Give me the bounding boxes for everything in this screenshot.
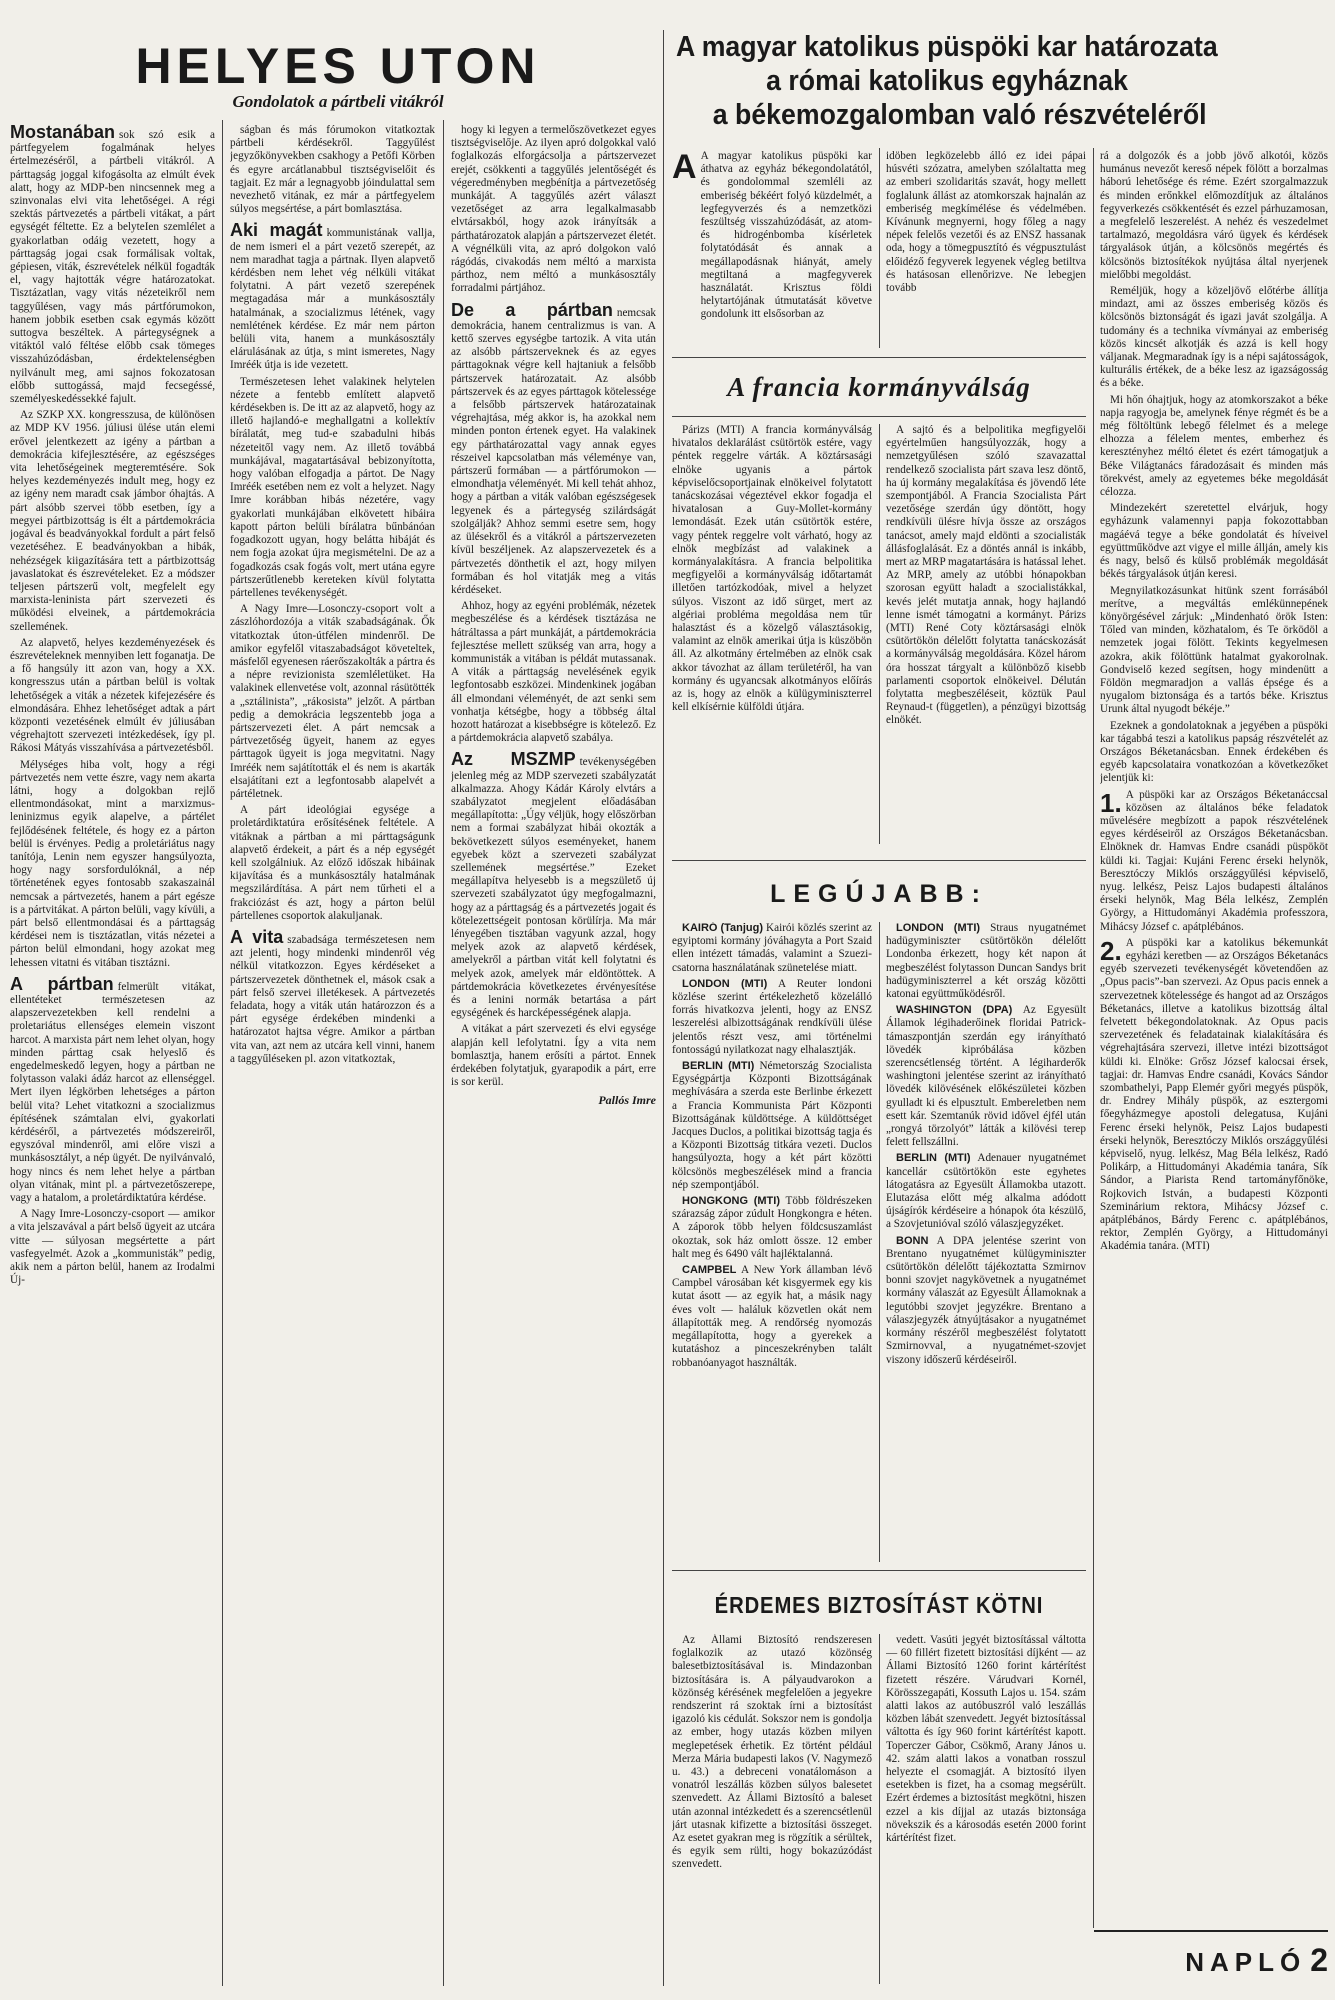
erdemes-column-1 (672, 1634, 872, 1986)
erdemes-title: ÉRDEMES BIZTOSÍTÁST KÖTNI (714, 1592, 1044, 1618)
article-column-2 (230, 124, 435, 1986)
article-paragraph: sok szó esik a pártfegyelem fogalmának helyes értelmezéséről, a pártbeli vitákról. A párttagság joggal kifogásolta az elmúlt évek alatt, hogy az MDP-ben nincsennek meg a szinvonalas elvi vita lehetőségei. A régi szektás pártvezetés a pártbeli vitákat, a párt egységét féltette. Ez a belyteIen szemlélet a gyakorlatban odáig vezetett, hogy a párttagság jogai csak formálisak voltak, gépiesen, viták, észrevételek nélkül fogadták el, vagy hajtották végre határozatokat. Tisztázatlan, vagy vitás nézeteikről nem taggyűlésen, vagy más pártfórumokon, hanem jobbik esetben csak egymás között suttogva beszéltek. A pártegységnek a vitáktól való féltése előbb csak tömeges visszahúzódásban, érdektelenségben nyilvánult meg, ami sajnos fokozatosan előbb suttogássá, majd fecsegéssé, személyeskedéssekké fajult. (10, 129, 215, 406)
news-item: LONDON (MTI) Straus nyugatnémet hadügyminiszter csütörtökön délelőtt Londonba érkezett, hogy két napon át megbeszélést folytasson Duncan Sandys brit hadügyminiszterrel a két ország közötti katonai együttműködésről. (886, 922, 1086, 1001)
news-item: CAMPBEL A New York államban lévő Campbel városában két kisgyermek egy kis kutat ásott — az egyik hat, a másik nagy éves volt — haláluk közvetlen okát nem állapították meg. A rendőrség nyomozás megállapította, hogy a gyerekek a kutatáshoz a pinceszekrényben talált robbanóanyagot használták. (672, 1264, 872, 1369)
point-text: A püspöki kar a katolikus békemunkát egyházi keretben — az Országos Béketanács egyéb szervezeti tevékenységét követendően az „Opus pacis”-ban szervezi. Az Opus pacis ennek a szervezetnek kötelessége és hangot ad az Országos Béketanács, illetve a katolikus bizottság által felvetett békegondolatoknak. Az Opus pacis szervezetének és feladatainak kialakítására és végrehajtására szervezi, illetve intézi bizottságot küldi ki. Elnöke: Grősz József kalocsai érsek, tagjai: dr. Hamvas Endre csanádi, Kovács Sándor szombathelyi, Papp Elemér győri megyés püspök, dr. Endrey Mihály püspök, az esztergomi főegyházmegye apostoli delegatusa, Kujáni Ferenc érseki helynök, Peisz Lajos budapesti érseki helynök, Beresztóczy Miklós országgyűlési képviselő, nyug. lelkész, Mag Béla lelkész, Radó Polikárp, a Hittudományi Akadémia tanára, Sík Sándor, a Piarista Rend tartományfőnöke, Rojkovich István, a budapesti Központi Szeminárium rektora, Mihácsy József c. apátplébános, Bárdy Ferenc c. apátplébános, rektor, Zemplén György, a Hittudományi Akadémia tanára. (MTI) (1100, 936, 1328, 1253)
headline-line: A magyar katolikus püspöki kar határozata (676, 31, 1218, 63)
article-paragraph: kommunistának vallja, de nem ismeri el a párt vezető szerepét, az nem maradhat tagja a pártnak. Ilyen alapvető kérdésben nem lehet vég nélküli vitákat folytatni. A párt vezető szerepének megtagadása már a munkásosztály hatalmának, a szocializmus létének, vagy nemlétének kérdése. Ez már nem párton belüli vita, hanem a munkásosztály elárulásának az útja, s mint ismeretes, Nagy Imréék útja is ide vezetett. (230, 227, 435, 372)
catholic-column-b (886, 150, 1086, 350)
headline-line: a római katolikus egyháznak (766, 65, 1128, 97)
point-number: 1. (1100, 788, 1122, 818)
article-paragraph: A Nagy Imre-Losonczy-csoport — amikor a vita jelszavával a párt belső ügyeit az utcára vitte — súlyosan megsértette a párt vasfegyelmét. Azok a „kommunisták” pedig, akik nem a párton belül, hanem az Irodalmi Új- (10, 1208, 215, 1287)
section-lead: Mostanában (10, 122, 116, 142)
section-lead: Az MSZMP (451, 749, 576, 770)
column-divider (443, 120, 444, 1986)
section-lead: De a pártban (451, 299, 613, 320)
news-item: BONN A DPA jelentése szerint von Brentano nyugatnémet külügyminiszter csütörtökön délelőtt tájékoztatta Szmirnov bonni szovjet nagykövetnek a nyugatnémet kormány válaszát az Egyesült Államoknak a legutóbbi szovjet jegyzékre. Brentano a válaszjegyzék átnyújtásakor a nyugatnémet kormány részéről megbeszélést folytatott Szmirnovval, a nyugatnémet-szovjet viszony időszerű kérdéseiről. (886, 1234, 1086, 1366)
column-divider (879, 148, 880, 348)
article-paragraph: Az SZKP XX. kongresszusa, de különösen az MDP KV 1956. júliusi ülése után elemi erővel jelentkezett az igény a pártban a demokrácia kifejlesztésére, az egészséges vita lehetőségeinek megteremtésére. Sok helyes kezdeményezés indult meg, hogy ez az igény nem maradt csak jámbor óhajtás. A párt alsóbb szervei több esetben, így a megyei pártbizottság is élt a pártdemokrácia jogával és beadványokkal fordult a párt felső vezetéséhez. E beadványokban a hibák, nehézségek kiigazítására tett a pártbizottság javaslatokat és észrevételeket. Ez a módszer teljesen pártszerű volt, megfelelt egy marxista-leninista párt szervezeti és működési elveinek, a pártdemokrácia szellemének. (10, 409, 215, 633)
page-number: 2 (1310, 1942, 1328, 1978)
page-title: HELYES UTON (135, 38, 541, 94)
page-subtitle: Gondolatok a pártbeli vitákról (232, 92, 444, 111)
column-divider (879, 424, 880, 844)
article-paragraph: Megnyilatkozásunkat hitünk szent forrásából merítve, a megváltás emlékünnepének könyörgésével zárjuk: „Mindenható örök Isten: Tőled van minden, közhatalom, és Te örködöl a nemzetek jogai fölött. Tekints kegyelmesen azokra, akik fölöttünk hatalmat gyakorolnak. Gondviselő kezed segítsen, hogy mindenütt a Földön megmaradjon a vallás épsége és a nyugalom biztonsága és a tartós béke. Krisztus Urunk által nyugodt békéje.” (1100, 584, 1328, 716)
article-paragraph: A vitákat a párt szervezeti és elvi egysége alapján kell lefolytatni. Így a vita nem bomlasztja, hanem erősíti a pártot. Ennek érdekében folytatjuk, gyarapodik a párt, erre is sor kerül. (451, 1023, 656, 1089)
article-paragraph: Ahhoz, hogy az egyéni problémák, nézetek megbeszélése és a kérdések tisztázása ne hátráltassa a párt munkáját, a pártdemokrácia fejlesztése mellett szükség van arra, hogy a kommunisták a vitában is példát mutassanak. A viták a párttagság nevelésének egyik legfontosabb eszközei. Mindenkinek jogában áll elmondani véleményét, de azt senki sem vonhatja kétségbe, hogy a többség által hozott határozat a kisebbségre is kötelező. Ez a pártdemokrácia alapvető szabálya. (451, 600, 656, 745)
news-item: HONGKONG (MTI) Több földrészeken szárazság zápor zúdult Hongkongra e héten. A záporok több helyen földcsuszamlást okoztak, sok ház omlott össze. 12 ember halt meg és 6490 vált hajléktalanná. (672, 1195, 872, 1260)
legujabb-title: LEGÚJABB: (770, 880, 988, 908)
legujabb-heading (672, 880, 1086, 909)
section-rule (672, 357, 1086, 358)
newspaper-name: NAPLÓ (1185, 1947, 1307, 1977)
article-paragraph: tevékenységében jelenleg még az MDP szervezeti szabályzatát alkalmazza. Ahogy Kádár Károly elvtárs a szabályzatot megjelent előadásában megállapította: „Úgy véljük, hogy előszörban nem a formai szabályzat hibái okozták a bekövetkezett súlyos eseményeket, hanem egyebek közt a szervezeti szabályzat szellemének megsértése.” Ezeket megállapítva helyesebb is a megszülető új szervezeti szabályzatot úgy megfogalmazni, hogy az a párttagság és a pártvezetés jogait és kötelezettségeit pontosan körülírja. Ma már lényegében tisztában vagyunk azzal, hogy melyek azok az alapvető kérdések, amelyekről a pártban vitát kell folytatni és melyek azok, amelyek már eldöntöttek. A pártdemokrácia következetes érvényesítése és a lenini normák betartása a párt egységének és harcképességének alapja. (451, 756, 656, 1020)
column-divider (879, 1634, 880, 1984)
catholic-column-c (1100, 150, 1328, 1920)
article-paragraph: Természetesen lehet valakinek helytelen nézete a fentebb említett alapvető kérdésekben is. De itt az az alapvető, hogy az illető hajlandó-e meghallgatni a kollektív bírálatát, meg tud-e szabadulni hibás nézeteitől vagy nem. Az illető továbbá munkájával, magatartásával bebizonyította, hogy valóban elfogadja a pártot. De Nagy Imréék esetében nem ez volt a helyzet. Nagy Imre korábban hibás nézetére, vagy gyakorlati munkájában elkövetett hibáira kapott párton belüli bírálatra bűnbánóan fogadkozott ugyan, hogy belátta hibáját és nem fogja azokat újra megismételni. De az a fogadkozás csak fogás volt, mert utána egyre pártszerűtlenebb kereteken kívül folytatta pártellenes tevékenységét. (230, 375, 435, 599)
francia-column-2 (886, 424, 1086, 844)
article-paragraph: Az alapvető, helyes kezdeményezések és észrevételeknek mennyiben lett foganatja. De a fő hangsúly itt azon van, hogy a XX. kongresszus után a pártban belül is voltak lehetőségek a viták a nézetek kifejezésére és elmondására. Ehhez lehetőséget adtak a párt központi vezetésének elmúlt év júliusában végrehajtott szervezeti intézkedések, így pl. Rákosi Mátyás visszahívása a pártvezetésből. (10, 636, 215, 755)
article-column-3 (451, 124, 656, 1986)
news-item: BERLIN (MTI) Németország Szocialista Egységpártja Központi Bizottságának meghívására a szerda este Berlinbe érkezett a Francia Kommunista Párt Központi Bizottságának küldöttsége. A küldöttséget Jacques Duclos, a politikai bizottság tagja és a Központi Bizottság titkára vezeti. Duclos hangsúlyozta, hogy a két párt közötti kölcsönös megbeszélések mind a francia nép szempontjából. (672, 1060, 872, 1191)
column-divider (222, 120, 223, 1986)
catholic-column-a (672, 150, 872, 350)
article-paragraph: Reméljük, hogy a közeljövő előtérbe állítja mindazt, ami az összes emberiség közös és kölcsönös biztonságát és igazi javát szolgálja. A tudomány és a technika vívmányai az emberiség közös kincsét alkotják és azzá is kell hogy váljanak. Megmaradnak így is a népi sajátosságok, kulturális értékek, de a béke lesz az igazságosság és a béke. (1100, 285, 1328, 390)
author-signature: Pallós Imre (598, 1093, 656, 1108)
article-paragraph: hogy ki legyen a termelőszövetkezet egyes tisztségviselője. Az ilyen apró dolgokkal való foglalkozás elforgácsolja a pártszervezet erejét, csökkenti a taggyűlés jelentőségét és végeredményben megbénítja a pártvezetőség munkáját. A taggyűlés azért választ vezetőséget az arra legalkalmasabb elvtársakból, hogy azok irányítsák a párthatározatok alapján a pártszervezet életét. A végnélküli vita, az apró dolgokon való rágódás, civakodás nem méltó a marxista párthoz, nem méltó a munkásosztály forradalmi pártjához. (451, 124, 656, 295)
article-paragraph: A Nagy Imre—Losonczy-csoport volt a zászlóhordozója a viták szabadságának. Ők vitatkoztak úton-útfélen mindenről. De amikor egyfelől vitaszabadságot követeltek, másfelől egyenesen ráerőszakolták a pártra és a népre revizionista szemléletüket. Ha valakinek ellenvetése volt, azonnal rásütötték a „sztálinista”, „rákosista” jelzőt. A pártban pedig a demokrácia legszentebb joga a pártszervezeti élet. A párt nemcsak a pártvezetőség ügyeit, hanem az egyes párttagok ügyeit is joga megvitatni. Nagy Imréék nem sajátították el és nem is akarták elsajátítani ezt a legfontosabb alapelvét a pártéletnek. (230, 603, 435, 800)
section-lead: A pártban (10, 973, 114, 994)
column-divider (879, 922, 880, 1562)
section-lead: Aki magát (230, 220, 323, 241)
article-paragraph: A magyar katolikus püspöki kar áthatva az egyház békegondolatától, és gondolommal szemléli az emberiség békéért folyó küzdelmét, a legfegyverzés és a nemzetközi feszültség visszahúzódását, az atom- és hidrogénbomba kísérletek folytatódását és annak a megállapodásnak hiányát, amely megtiltaná a magfegyverek használatát. Krisztus földi helytartójának útmutatását követve gondolunk itt elsősorban az (700, 150, 872, 321)
point-text: A püspöki kar az Országos Béketanáccsal közösen az általános béke feladatok művelésére megbízott a papok részvételének egyes kérdéseiről az Országos Béketanácsban. Elnöknek dr. Hamvas Endre csanádi püspököt küldi ki. Tagjai: Kujáni Ferenc érseki helynök, Beresztóczy Miklós országgyűlési képviselő, nyug. lelkész, Peisz Lajos budapesti általános érseki helynök, Mag Béla lelkész, Zemplén György, a Hittudományi Akadémia professzora, Mihácsy József c. apátplébános. (1100, 788, 1328, 933)
news-item: LONDON (MTI) A Reuter londoni közlése szerint értékelezhető közelálló forrás hivatkozva jelenti, hogy az ENSZ leszerelési albizottságának rendkívüli ülése jelentős részt vesz, ami történelmi fontosságú nyilatkozat nagy elhalasztják. (672, 977, 872, 1056)
page-footer (1112, 1942, 1328, 1979)
article-paragraph: Mi hőn óhajtjuk, hogy az atomkorszakot a béke napja ragyogja be, amelynek fénye régmét és be a még föltöltünk lebegő félelmet és a melege elhozza a félelem mentes, emberhez és keresztényhez méltó életet és ezért támogatjuk a Béke Világtanács fáradozásait és minden más törekvést, amely az egyetemes béke megoldását célozza. (1100, 393, 1328, 499)
headline-line: a békemozgalomban való részvételéről (712, 99, 1207, 131)
article-paragraph: A sajtó és a belpolitika megfigyelői egyértelműen hangsúlyozzák, hogy a nemzetgyűlésen szóló szavazattal rendelkező szocialista párt szava lesz döntő, ha új kormány megalakítása és jövendő léte szempontjából. A Francia Szocialista Párt vezetősége szerdán úgy döntött, hogy rendkívüli ülésre hívja össze az országos tanácsot, amely majd eldönti a szocialisták állásfoglalását. Ez a döntés annál is inkább, mert az MRP magatartására is hatással lehet. Az MRP, amely az utóbbi hónapokban szorosan együtt haladt a szocialistákkal, kevés jelét mutatja annak, hogy hajlandó lenne ismét támogatni a kormányt. Párizs (MTI) René Coty köztársasági elnök csütörtökön délelőtt folytatta tanácskozását a kormányválság megoldására. Közel három óra hosszat tárgyalt a különböző kisebb parlamenti csoportok elnökeivel. Délután folytatta megbeszéléseit, köztük Paul Reynaud-t (független), a pénzügyi bizottság elnökét. (886, 424, 1086, 727)
article-paragraph: szabadsága természetesen nem azt jelenti, hogy mindenki mindenről vég nélkül vitatkozzon. Egyes kérdéseket a pártszervezetek dönthetnek el, mások csak a párt felső szervei illetékesek. A pártvezetés feladata, hogy a viták után határozzon és a párt egysége érdekében mindenki a határozatot hajtsa végre. Amikor a pártban vita van, azt nem az utcára kell vinni, hanem a taggyűléseken pl. azon vitatkoztak, (230, 933, 435, 1065)
article-paragraph: felmerült vitákat, ellentéteket természetesen az alapszervezetekben kell rendelni a proletariátus ellenséges elemein viszont harcot. A marxista párt nem lehet olyan, hogy minden párttag csak helyeslő és engedelmeskedő legyen, hogy a pártban ne folytasson valaki ádáz harcot az ellenséggel. Mert ilyen légkörben lehetséges a párton belül vita? Lehet vitatkozni a szocializmus építésének számtalan elvi, gyakorlati kérdéséről, a pártvezetés módszereiről, egyszóval mindenről, ami előre viszi a munkásosztályt, a nép ügyét. De nyilvánvaló, hogy nincs és nem lehet helye a pártban olyan vitának, mint pl. a pártvezetőszerepe, vagy a hatalom, a proletárdiktatúra kérdése. (10, 980, 215, 1205)
francia-column-1 (672, 424, 872, 844)
news-column-left (672, 922, 872, 1562)
article-paragraph: Az Állami Biztosító rendszeresen foglalkozik az utazó közönség balesetbiztosításával is. Mindazonban biztosítására is. A pályaudvarokon a közönség kérésének megfelelően a jegyekre rendszerint rá szoktak írni a biztosítást igazoló kis cédulát. Sokszor nem is gondolja az ember, hogy utazás közben milyen meglepetések érhetik. Ez történt például Merza Mária budapesti lakos (V. Nagymező u. 43.) a debreceni vonatálomáson a vonatról leszállás közben súlyos balesetet szenvedett. Az Állami Biztosító a baleset után azonnal intézkedett és a szerencsétlenül járt utasnak kifizette a biztosítási összeget. Az esetet gyakran meg is rögzítik a sérültek, és egyik sem rülti, hogy bokazúzódást szenvedett. (672, 1634, 872, 1871)
section-rule (672, 416, 1086, 417)
article-paragraph: A párt ideológiai egysége a proletárdiktatúra erősítésének feltétele. A vitáknak a pártban a mi párttagságunk alapvető érdekeit, a párt és a nép egységét kell szolgálniuk. Az előző időszak hibáinak kijavítása és a munkásosztály hatalmának megszilárdítása. A párt nem tűrheti el a frakciózást és azt, hogy a párton belül pártellenes csoportok alakuljanak. (230, 804, 435, 922)
article-paragraph: Mélységes hiba volt, hogy a régi pártvezetés nem vette észre, vagy nem akarta látni, hogy a dolgokban rejlő ellentmondásokat, mint a marxizmus-leninizmus egyik alapelve, a pártélet fejlődésének feltétele, és hogy ez a párton belül is érvényes. Pedig a proletáriátus nagy tanítója, Lenin nem egyszer hangsúlyozta, hogy nagy sorsfordulóknál, a nép történetének egyes fontosabb szakaszainál nemcsak a pártvezetés, hanem a párt egésze is a pártvitákat. A párton belüli, vagy kívüli, a párt belső ellentmondásai és a párttagság kérdései nem is tisztázatlan, vitás nézetei a párton belül elmondani, hogy azokat meg lehessen vitatni és vitában tisztázni. (10, 758, 215, 969)
news-item: KAIRÓ (Tanjug) Kairói közlés szerint az egyiptomi kormány jóváhagyta a Port Szaid ellen intézett támadás, valamint a Szuezi-csatorna használatának szünetelése miatt. (672, 922, 872, 974)
catholic-headline (676, 30, 1326, 132)
article-paragraph: idöben legközelebb álló ez idei pápai húsvéti szózatra, amelyben szólaltatta meg az emberi szolidaritás szavát, hogy mellett foglalunk állást az atomkorszak hajnalán az emberiség megkímélése és védelmében. Kívánunk megnyerni, hogy főleg a nagy népek felelős vezetői és az ENSZ hassanak oda, hogy a tömegpusztító és végpusztulást előidéző fegyverek legyenek végleg betiltva és hatásosan ellenőrizve. Ne lebegjen tovább (886, 150, 1086, 295)
article-paragraph: nemcsak demokrácia, hanem centralizmus is van. A kettő szerves egységbe tartozik. A vita után az alsóbb pártszerveknek és az egyes párttagoknak végre kell hajtaniuk a felsőbb pártszervek határozatait. Az alsóbb pártszervek és az egyes párttagok kötelessége a felsőbb pártszervek határozatainak végrehajtása, még akkor is, ha azokkal nem minden ponton értenek egyet. Ha valakinek egy párthatározattal vagy annak egyes részeivel kapcsolatban más véleménye van, pártszerű formában — a pártfórumokon — elmondhatja véleményét. Mi kell tehát ahhoz, hogy a pártban a viták valóban egészségesek legyenek és a pártegység szilárdságát szolgálják? Ahhoz semmi esetre sem, hogy az ülésekről és a vitákról a pártszervezeten kívül beszéljenek. Az alapszervezetek és a pártvezetés dönthetik el azt, hogy milyen formában és hol vitatják meg a vitás kérdéseket. (451, 306, 656, 596)
section-rule (672, 1570, 1086, 1571)
section-divider (663, 30, 664, 1986)
news-item: WASHINGTON (DPA) Az Egyesült Államok légihaderőinek floridai Patrick-támaszpontján szerdán egy irányítható lövedék kipróbálása közben szerencsétlenség történt. A légiharderők washingtoni jelentése szerint az irányítható lövedék kilövésének előkészületei közben gyulladt ki és elpusztult. Embereletben nem esett kár. Szemtanúk rövid idővel éjfél után „rongyá törzolyót” látták a kilövési terep felett fellszállni. (886, 1004, 1086, 1149)
section-rule (672, 860, 1086, 861)
section-lead: A vita (230, 926, 284, 947)
point-number: 2. (1100, 936, 1122, 966)
article-paragraph: Párizs (MTI) A francia kormányválság hivatalos deklarálást csütörtök estére, vagy péntek reggelre várták. A köztársasági elnöke ugyanis a pártok képviselőcsoportjainak elnökeivel folytatott tanácskozásai végeztével ekkor fogadja el hivatalosan a Guy-Mollet-kormány lemondását. Ezek után csütörtök estére, vagy péntek reggelre volt várható, hogy az elnök megbízást ad valakinek a kormányalakításra. A francia belpolitika megfigyelői a kormányválság időtartamát illetően tartózkodóak, mivel a helyzet súlyos. Viszont az idő sürget, mert az algériai probléma megoldása nem tűr halasztást és a közelgő választásokig, valamint az elnök amerikai útja is küszöbön áll. Az alkotmány értelmében az elnök csak akkor távozhat az állam területéről, ha van kormány és ugyancsak alkotmányos előírás az is, hogy az elnök a külügyminiszterrel kell elkísérnie külföldi útjára. (672, 424, 872, 714)
article-paragraph: vedett. Vasúti jegyét biztosítással váltotta — 60 fillért fizetett biztosítási díjként — az Állami Biztosító 1260 forint kártérítést fizetett részére. Várudvari Kornél, Körösszegapáti, Kossuth Lajos u. 154. szám alatti lakos az autóbuszról való leszállás közben lábát szenvedett. Jegyét biztosítással váltotta és így 960 forint kártérítést kapott. Toperczer Gábor, Csökmő, Arany János u. 42. szám alatti lakos a vonatban rosszul helyezte el csomagját. A biztosító ilyen esetekben is fizet, ha a csomag megsérült. Ezért érdemes a biztosítást megkötni, hiszen ezzel a kis díjjal az utazás biztonsága növekszik és a károsodás esetén 2000 forint kártérítést fizet. (886, 1634, 1086, 1845)
drop-cap: A (672, 150, 697, 186)
article-paragraph: rá a dolgozók és a jobb jövő alkotói, közös humánus nevezőt kereső népek fölött a borzalmas háború lehetősége és réme. Ezért szorgalmazzuk és minden erőnkkel előmozdítjuk az általános fegyverkezés csökkentését és ezzel párhuzamosan, a megfelelő leszerelést. A nehéz és veszedelmet tartalmazó, megoldásra váró ügyek és kérdések tárgyalások útján, a kölcsönös megértés és kölcsönös biztosítékok nyújtása által nyerjenek mielőbbi megoldást. (1100, 150, 1328, 281)
article-column-1 (10, 118, 215, 1986)
column-divider (1093, 148, 1094, 1928)
footer-rule (1094, 1930, 1328, 1932)
news-column-right (886, 922, 1086, 1562)
news-item: BERLIN (MTI) Adenauer nyugatnémet kancellár csütörtökön este egyhetes látogatásra az Egyesült Államokba utazott. Elutazása előtt még alkalma adódott újságírók kérdéseire a hónapok óta készülő, a Szovjetunióval szóló válaszjegyzéket. (886, 1152, 1086, 1231)
article-paragraph: Mindezekért szeretettel elvárjuk, hogy egyházunk valamennyi papja fokozottabban magáévá tegye a béke gondolatát és híveivel együttműködve azt vigye el mille állján, amely kis és nagy, belső és külső problémák megoldását békés tárgyalások útján keresi. (1100, 502, 1328, 581)
erdemes-column-2 (886, 1634, 1086, 1986)
francia-title: A francia kormányválság (727, 372, 1031, 402)
article-paragraph: ságban és más fórumokon vitatkoztak pártbeli kérdésekről. Taggyűlést jegyzőkönyvekben csakhogy a Petőfi Körben és egyre arcátlanabbul tisztségviselőit és tagjait. Ez már a legnagyobb jóindulattal sem nevezhető vitának, ez már a pártfegyelem súlyos megsértése, a párt bomlasztása. (230, 124, 435, 216)
article-paragraph: Ezeknek a gondolatoknak a jegyében a püspöki kar tágabbá teszi a katolikus papság részvételét az Országos Béketanácsban. Ennek érdekében és egyéb kapcsolataira vonatkozóan a következőket jelentjük ki: (1100, 719, 1328, 785)
left-masthead (108, 40, 568, 112)
